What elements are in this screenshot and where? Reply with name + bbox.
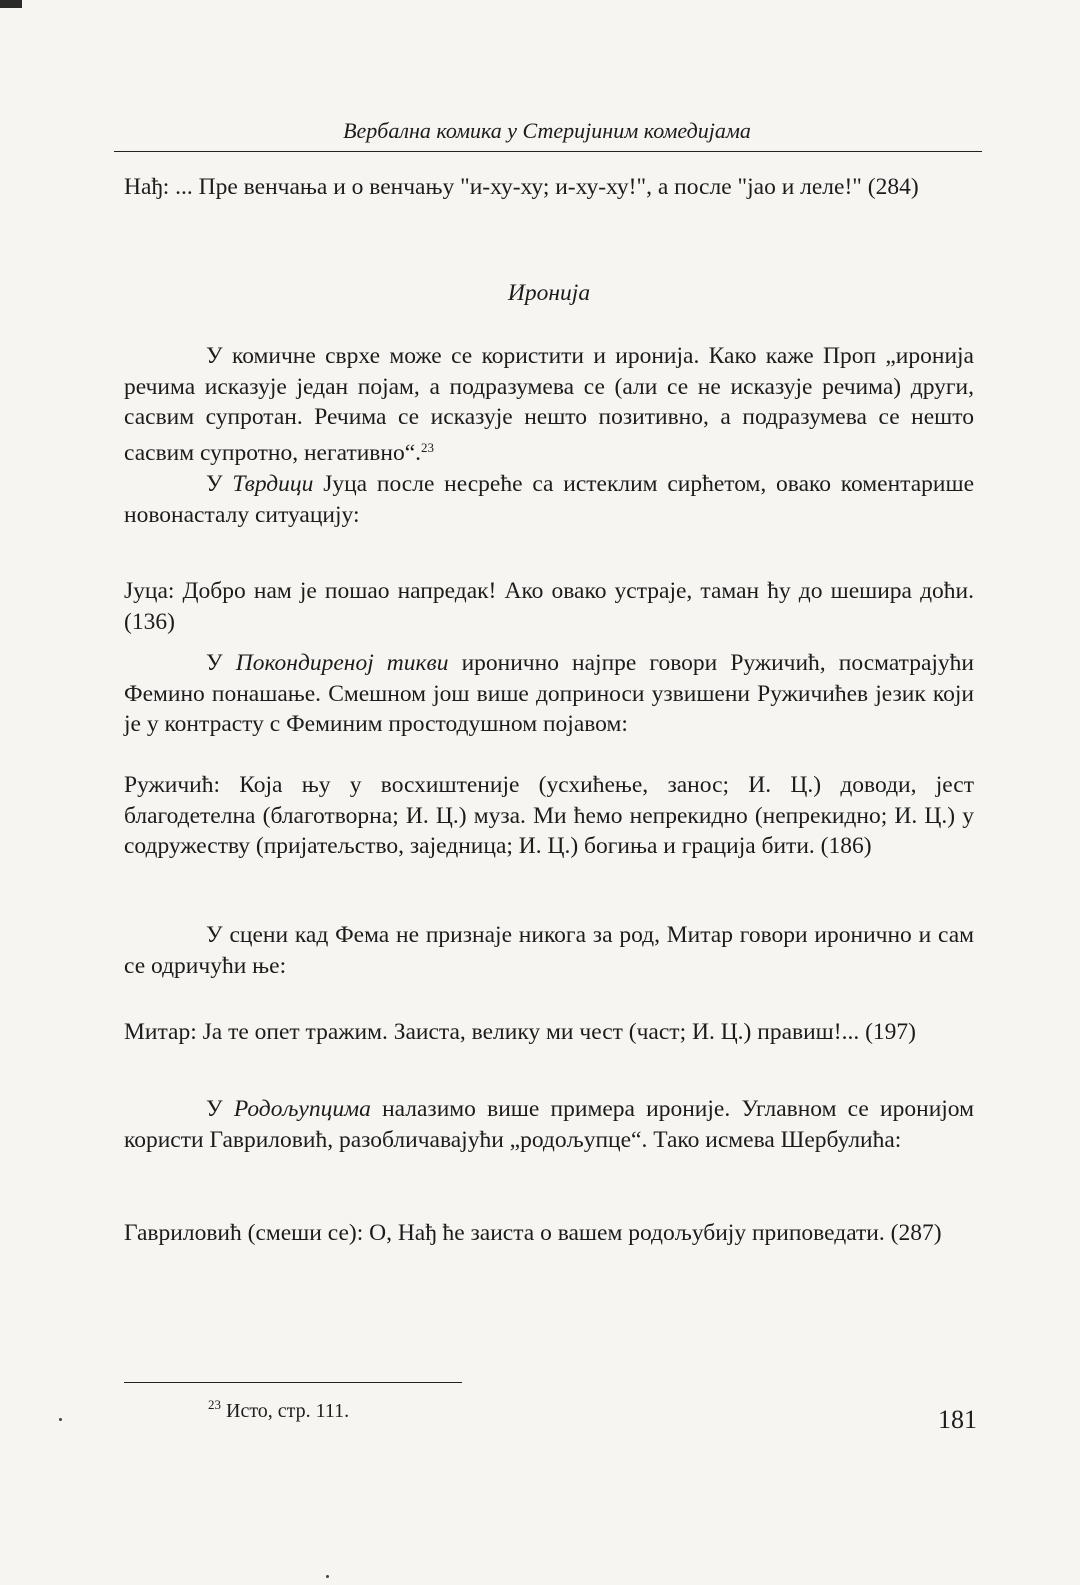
paragraph-rest: налазимо више примера ироније. Углавном се иронијом користи Гавриловић, разобличавајући „родољупце“. Тако исмева Шербулића: bbox=[124, 1096, 974, 1153]
quote-juca: Јуца: Добро нам је пошао напредак! Ако овако устраје, таман ћу до шешира доћи. (136) bbox=[124, 578, 974, 635]
scan-speck bbox=[59, 1418, 62, 1421]
paragraph-lead: У bbox=[206, 1096, 234, 1122]
page-number: 181 bbox=[938, 1405, 977, 1434]
paragraph-fema-mitar: У сцени кад Фема не признаје никога за род, Митар говори иронично и сам се одричући ње: bbox=[124, 922, 974, 979]
footnote-number: 23 bbox=[208, 1397, 221, 1412]
paragraph-rest: иронично најпре говори Ружичић, посматрајући Фемино понашање. Смешном још више доприноси узвишени Ружичићев језик који је у контрасту с Феминим простодушном појавом: bbox=[124, 650, 974, 737]
paragraph-irony-definition bbox=[124, 341, 974, 468]
quote-gavrilovic: Гавриловић (смеши се): О, Нађ ће заиста о вашем родољубију приповедати. (287) bbox=[124, 1220, 942, 1246]
quote-mitar: Митар: Ја те опет тражим. Заиста, велику ми чест (част; И. Ц.) правиш!... (197) bbox=[124, 1019, 916, 1045]
scan-corner-mark bbox=[0, 0, 22, 8]
footnote-text: Исто, стр. 111. bbox=[226, 1400, 350, 1422]
footnote-rule bbox=[124, 1382, 462, 1383]
paragraph-tvrdica bbox=[124, 469, 974, 530]
running-header: Вербална комика у Стеријиним комедијама bbox=[343, 118, 751, 143]
play-title-tvrdica: Тврдици bbox=[232, 471, 314, 497]
paragraph-pokondirena-tikva bbox=[124, 648, 974, 740]
paragraph-lead: У bbox=[206, 471, 233, 497]
paragraph-rodoljupci bbox=[124, 1094, 974, 1155]
header-rule bbox=[114, 151, 982, 152]
section-title: Иронија bbox=[507, 280, 591, 306]
footnote bbox=[208, 1397, 349, 1423]
play-title-rodoljupci: Родољупцима bbox=[233, 1096, 371, 1122]
quote-naj: Нађ: ... Пре венчања и о венчању "и-ху-ху; и-ху-ху!", а после "јао и леле!" (284) bbox=[124, 174, 919, 200]
quote-ruzicic: Ружичић: Која њу у восхиштеније (усхићење, занос; И. Ц.) доводи, јест благодетелна (благотворна; И. Ц.) муза. Ми ћемо непрекидно (непрекидно; И. Ц.) у содружеству (пријатељство, заједница; И. Ц.) богиња и грација бити. (186) bbox=[124, 772, 974, 859]
footnote-reference: 23 bbox=[421, 439, 435, 455]
paragraph-irony-text: У комичне сврхе може се користити и иронија. Како каже Проп „иронија речима исказује један појам, а подразумева се (али се не исказује речима) други, сасвим супротан. Речима се исказује нешто позитивно, а подразумева се нешто сасвим супротно, негативно“. bbox=[124, 343, 974, 466]
paragraph-lead: У bbox=[206, 650, 236, 676]
scan-speck bbox=[326, 1575, 329, 1578]
paragraph-rest: Јуца после несреће са истеклим сирћетом, овако коментарише новонасталу ситуацију: bbox=[124, 471, 975, 528]
play-title-pokondirena-tikva: Покондиреној тикви bbox=[235, 650, 449, 676]
